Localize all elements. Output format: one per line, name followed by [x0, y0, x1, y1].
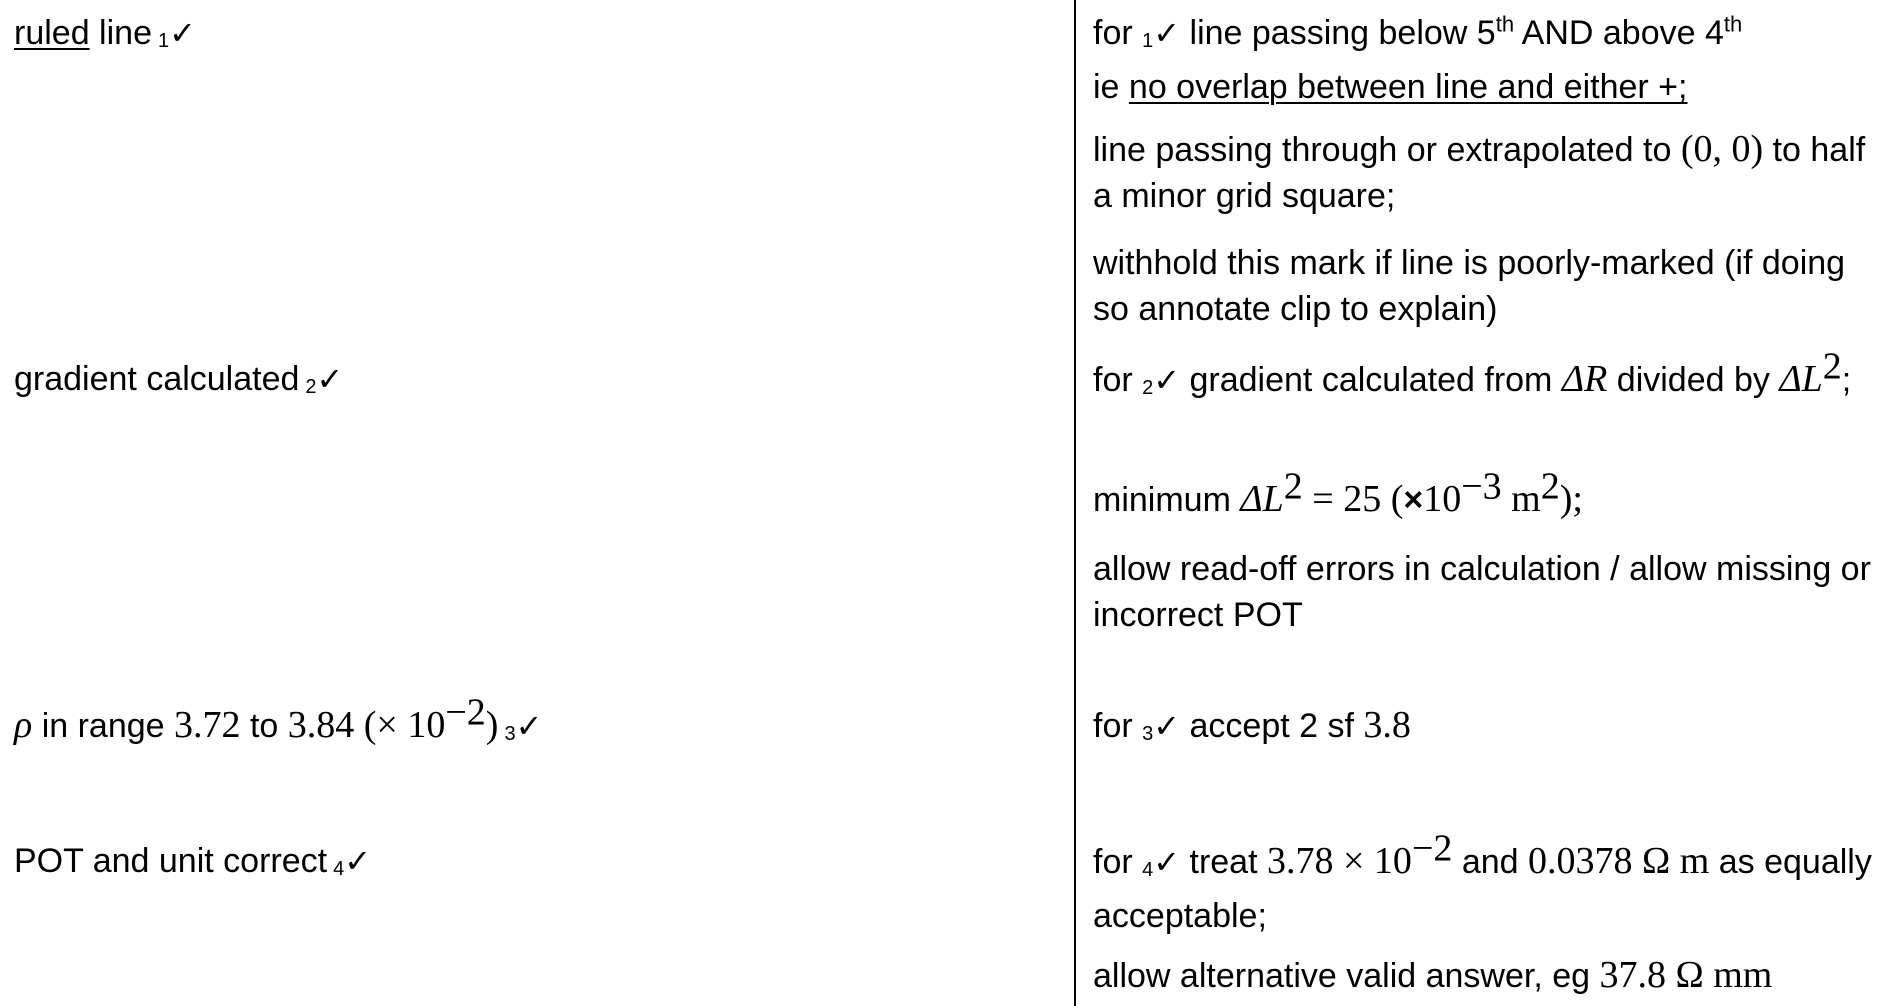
- ruled-underlined: ruled: [14, 14, 90, 52]
- tick-icon: ✓: [1153, 14, 1181, 52]
- left-mark-4: POT and unit correct $_4$✓: [14, 842, 372, 880]
- right-mark-3-note: for $_3$✓ accept 2 sf 3.8: [1093, 704, 1411, 746]
- rho-symbol: ρ: [14, 704, 33, 746]
- right-mark-2-note: for $_2$✓ gradient calculated from ΔR divided by $\Delta L^2$;: [1093, 345, 1852, 400]
- right-mark-1-origin: line passing through or extrapolated to (0, 0) to half a minor grid square;: [1093, 128, 1866, 215]
- note-line: ie no overlap between line and either +;: [1093, 68, 1688, 106]
- note-line: for $_1$✓ line passing below 5th AND above 4th: [1093, 11, 1743, 52]
- left-mark-2: gradient calculated $_2$✓: [14, 360, 344, 398]
- column-divider: [1074, 0, 1076, 1006]
- tick-icon: ✓: [169, 14, 196, 52]
- right-mark-2-readoff: allow read-off errors in calculation / allow missing or incorrect POT: [1093, 550, 1871, 634]
- right-mark-4-note: for $_4$✓ treat $3.78 \times 10^{-2}$ and 0.0378 Ω m as equally acceptable;: [1093, 827, 1872, 935]
- tick-icon: ✓: [1153, 843, 1181, 881]
- left-mark-3: ρ in range 3.72 to 3.84 (× $10^{-2}$) $_3$✓: [14, 691, 543, 746]
- tick-icon: ✓: [344, 842, 372, 880]
- right-mark-2-minimum: minimum $\Delta L^2 = 25$ ($\times 10^{-3}$ $m^2$);: [1093, 465, 1583, 520]
- right-mark-1-note: [1093, 10, 1883, 110]
- right-mark-1-withhold: withhold this mark if line is poorly-marked (if doing so annotate clip to explain): [1093, 244, 1846, 328]
- left-mark-1: ruled line $_1$✓: [14, 14, 196, 52]
- tick-icon: ✓: [1153, 707, 1181, 745]
- right-mark-4-alternative: allow alternative valid answer, eg 37.8 Ω mm: [1093, 954, 1773, 996]
- tick-icon: ✓: [316, 360, 344, 398]
- tick-icon: ✓: [1153, 361, 1181, 399]
- tick-icon: ✓: [515, 707, 543, 745]
